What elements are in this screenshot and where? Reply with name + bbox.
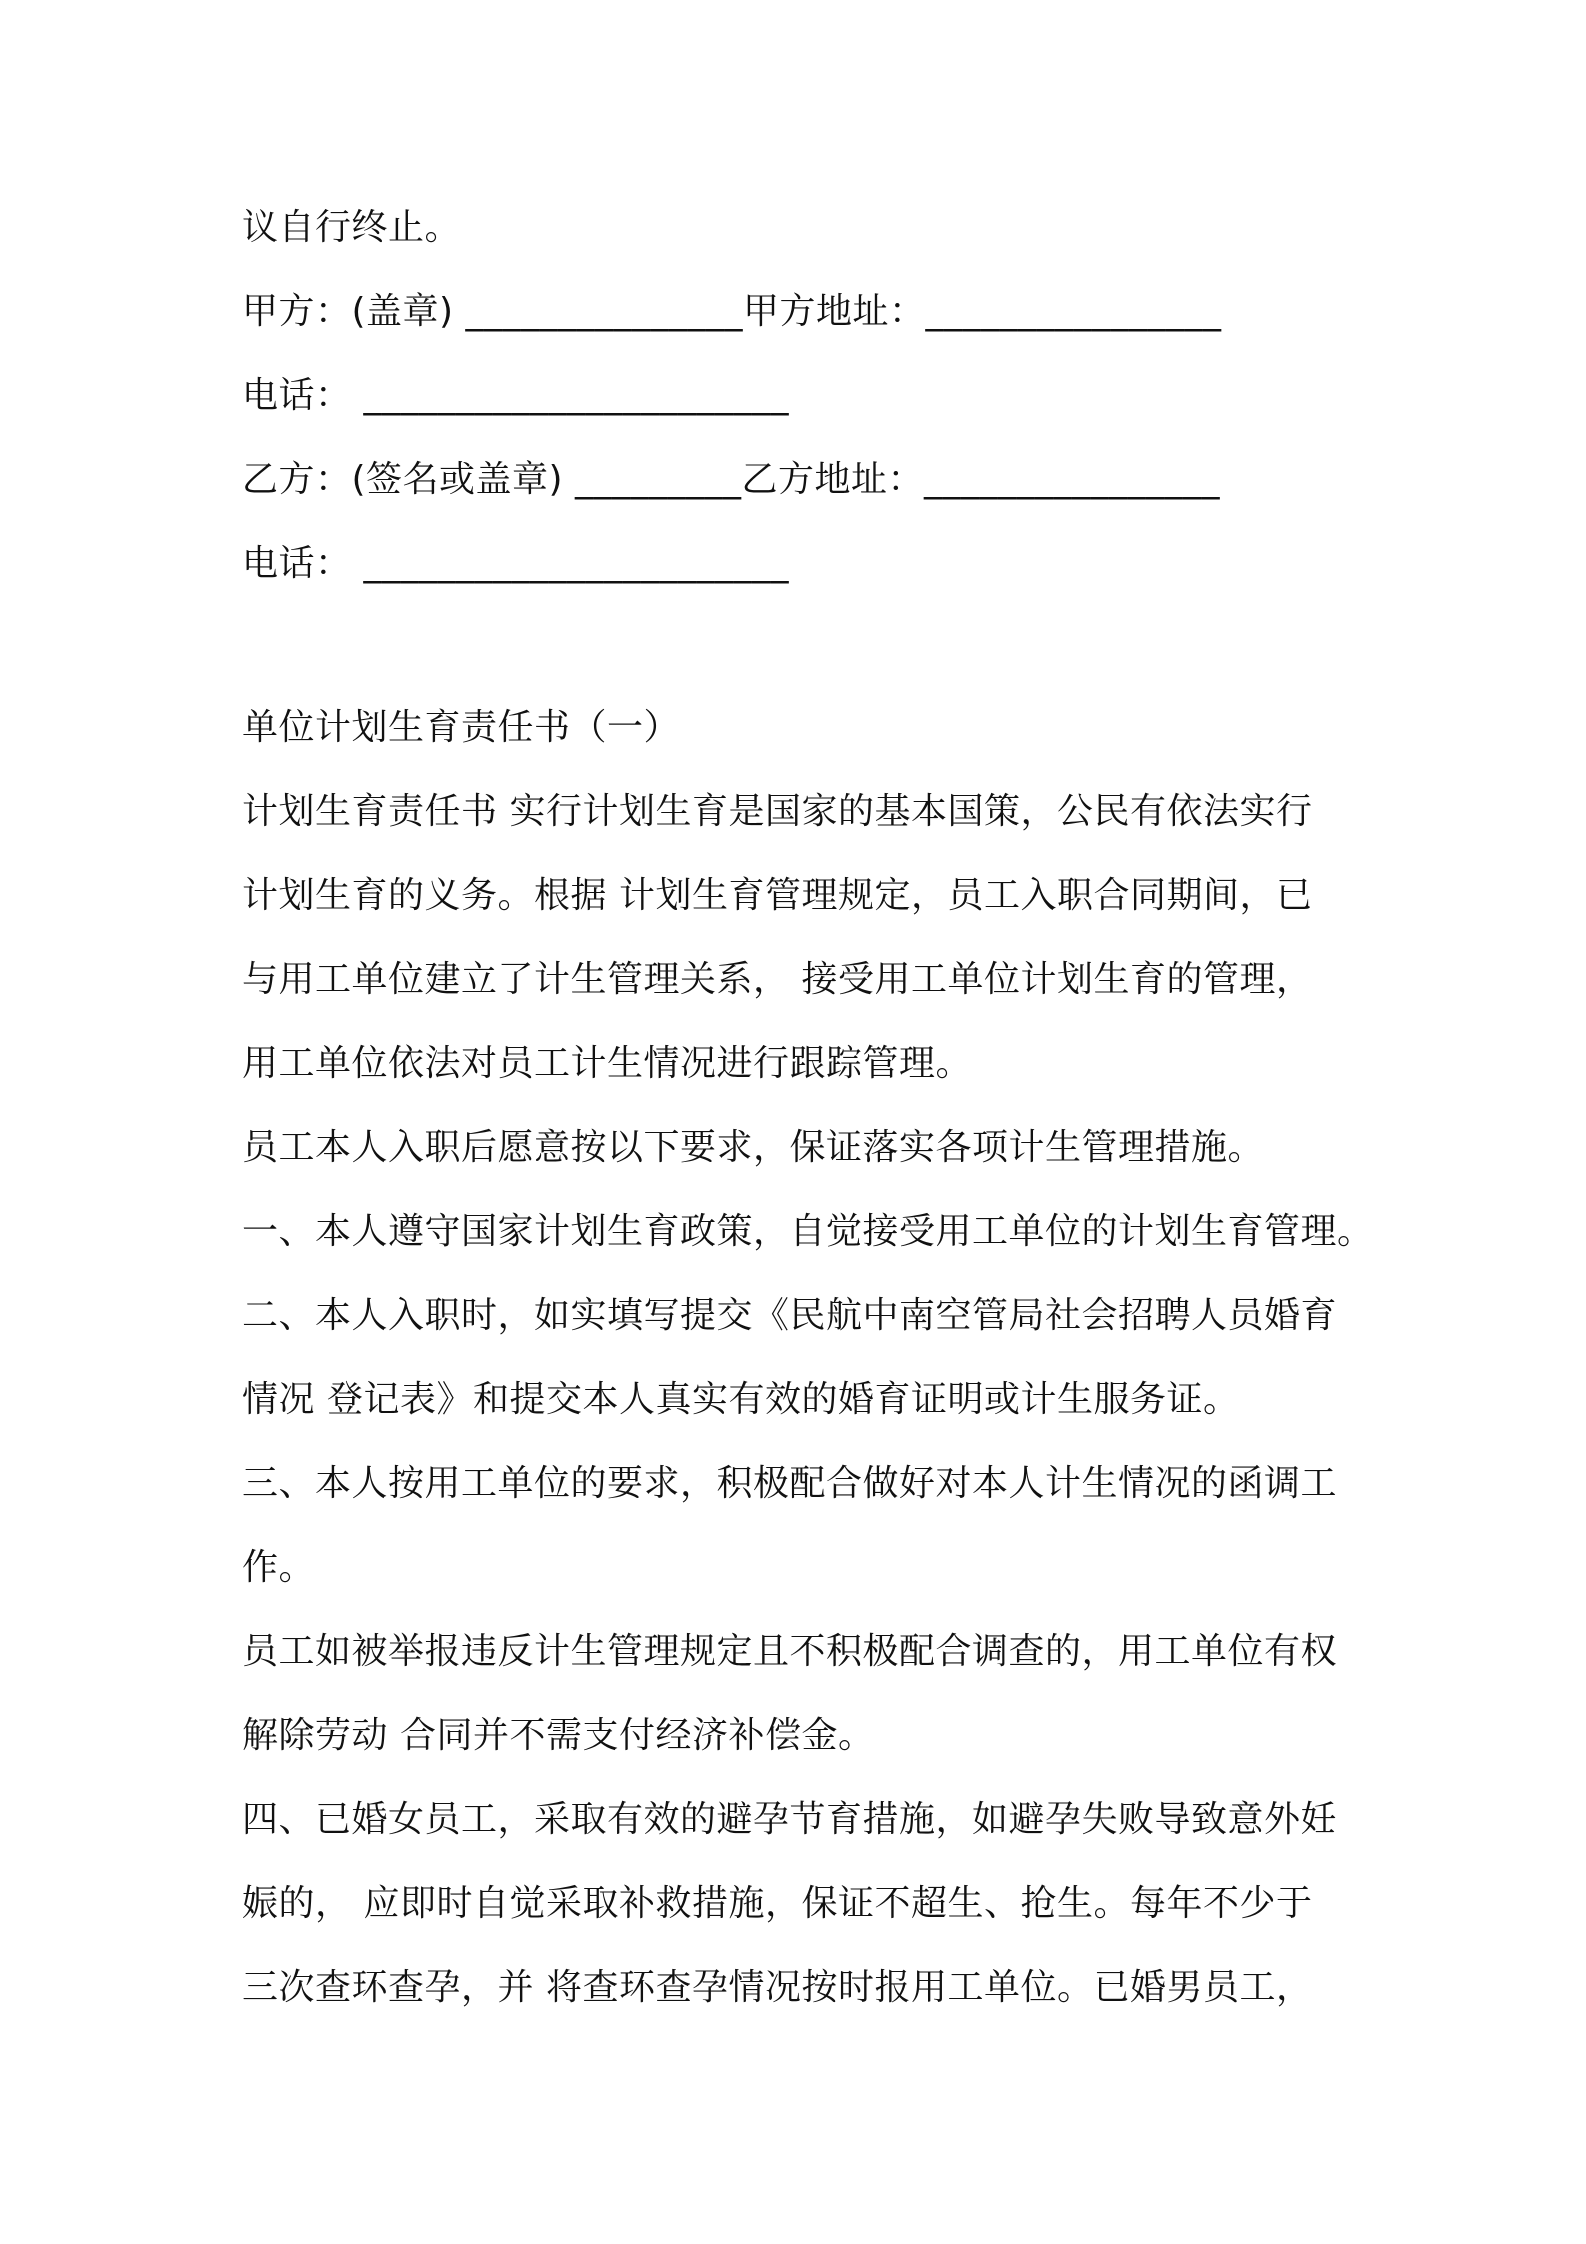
party-b-signature-line: 乙方：(签名或盖章) _________乙方地址：________________ bbox=[242, 459, 1221, 500]
text-line: 三次查环查孕，并 将查环查孕情况按时报用工单位。已婚男员工， bbox=[242, 1967, 1313, 2008]
text-line: 情况 登记表》和提交本人真实有效的婚育证明或计生服务证。 bbox=[242, 1379, 1240, 1420]
text-line: 与用工单位建立了计生管理关系， 接受用工单位计划生育的管理， bbox=[242, 959, 1313, 1000]
text-line: 议自行终止。 bbox=[242, 207, 462, 248]
text-line: 员工如被举报违反计生管理规定且不积极配合调查的，用工单位有权 bbox=[242, 1631, 1338, 1672]
party-b-phone-line: 电话： _______________________ bbox=[242, 543, 789, 584]
party-a-phone-line: 电话： _______________________ bbox=[242, 375, 789, 416]
text-line: 四、已婚女员工，采取有效的避孕节育措施，如避孕失败导致意外妊 bbox=[242, 1799, 1338, 1840]
text-line: 一、本人遵守国家计划生育政策，自觉接受用工单位的计划生育管理。 bbox=[242, 1211, 1374, 1252]
text-line: 计划生育的义务。根据 计划生育管理规定，员工入职合同期间，已 bbox=[242, 875, 1313, 916]
text-line: 解除劳动 合同并不需支付经济补偿金。 bbox=[242, 1715, 875, 1756]
party-a-signature-line: 甲方：(盖章) _______________甲方地址：________________ bbox=[242, 291, 1222, 332]
text-line: 二、本人入职时，如实填写提交《民航中南空管局社会招聘人员婚育 bbox=[242, 1295, 1338, 1336]
text-line: 三、本人按用工单位的要求，积极配合做好对本人计生情况的函调工 bbox=[242, 1463, 1338, 1504]
text-line: 用工单位依法对员工计生情况进行跟踪管理。 bbox=[242, 1043, 973, 1084]
text-line: 员工本人入职后愿意按以下要求，保证落实各项计生管理措施。 bbox=[242, 1127, 1265, 1168]
section-title: 单位计划生育责任书（一） bbox=[242, 707, 681, 748]
text-line: 作。 bbox=[242, 1547, 316, 1588]
text-line: 计划生育责任书 实行计划生育是国家的基本国策，公民有依法实行 bbox=[242, 791, 1313, 832]
text-line: 娠的， 应即时自觉采取补救措施，保证不超生、抢生。每年不少于 bbox=[242, 1883, 1313, 1924]
